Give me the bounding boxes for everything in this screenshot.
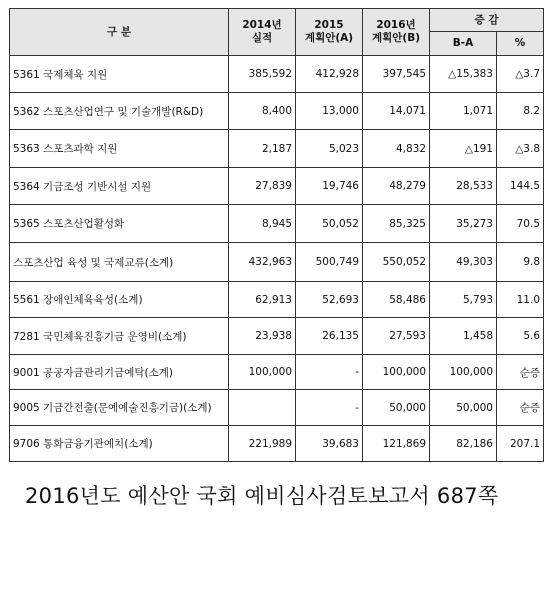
table-row [10,355,544,390]
row-name: 5364 기금조성 기반시설 지원 [10,168,229,205]
table-row [10,282,544,318]
cell-2014-actual: 62,913 [229,282,296,318]
cell-change-pct: 순증 [497,390,544,426]
row-name: 5365 스포츠산업활성화 [10,205,229,243]
cell-change-diff: 1,071 [430,93,497,130]
cell-2014-actual: 385,592 [229,56,296,93]
row-name: 9005 기금간전출(문예예술진흥기금)(소계) [10,390,229,426]
cell-2016-plan: 58,486 [363,282,430,318]
cell-2014-actual: 8,945 [229,205,296,243]
cell-2015-plan: 52,693 [296,282,363,318]
cell-2016-plan: 48,279 [363,168,430,205]
cell-2015-plan: 5,023 [296,130,363,168]
row-name: 9706 통화금융기관예치(소계) [10,426,229,462]
row-name: 5361 국제체육 지원 [10,56,229,93]
cell-2015-plan: 19,746 [296,168,363,205]
table-body [10,56,544,462]
header-2016-line1: 2016년 [376,19,416,31]
cell-2015-plan: 412,928 [296,56,363,93]
cell-change-pct: △3.8 [497,130,544,168]
cell-change-pct: △3.7 [497,56,544,93]
cell-2014-actual [229,390,296,426]
table-row [10,318,544,355]
table-row [10,168,544,205]
header-2016-line2: 계획안(B) [371,32,421,44]
table-row [10,205,544,243]
cell-2016-plan: 50,000 [363,390,430,426]
row-name: 스포츠산업 육성 및 국제교류(소계) [10,243,229,282]
cell-change-diff: 1,458 [430,318,497,355]
cell-2015-plan: - [296,355,363,390]
header-2016 [363,9,430,56]
source-caption: 2016년도 예산안 국회 예비심사검토보고서 687쪽 [25,484,499,508]
row-name: 5561 장애인체육육성(소계) [10,282,229,318]
row-name: 9001 공공자금관리기금예탁(소계) [10,355,229,390]
row-name: 7281 국민체육진흥기금 운영비(소계) [10,318,229,355]
cell-change-diff: 5,793 [430,282,497,318]
cell-change-diff: 28,533 [430,168,497,205]
header-2014-line2: 실적 [251,32,273,44]
cell-2015-plan: 50,052 [296,205,363,243]
table-row [10,56,544,93]
cell-change-pct: 순증 [497,355,544,390]
header-2014 [229,9,296,56]
cell-change-pct: 9.8 [497,243,544,282]
cell-2014-actual: 432,963 [229,243,296,282]
header-category: 구 분 [10,9,229,56]
cell-2014-actual: 27,839 [229,168,296,205]
cell-2016-plan: 100,000 [363,355,430,390]
cell-2014-actual: 23,938 [229,318,296,355]
table-row [10,390,544,426]
cell-2016-plan: 4,832 [363,130,430,168]
row-name: 5362 스포츠산업연구 및 기술개발(R&D) [10,93,229,130]
cell-change-pct: 8.2 [497,93,544,130]
cell-2016-plan: 550,052 [363,243,430,282]
cell-2016-plan: 121,869 [363,426,430,462]
cell-change-pct: 5.6 [497,318,544,355]
cell-2015-plan: - [296,390,363,426]
table-row [10,426,544,462]
cell-change-diff: △191 [430,130,497,168]
cell-change-diff: △15,383 [430,56,497,93]
cell-2016-plan: 27,593 [363,318,430,355]
row-name: 5363 스포츠과학 지원 [10,130,229,168]
cell-change-diff: 100,000 [430,355,497,390]
cell-change-diff: 82,186 [430,426,497,462]
header-change: 증 감 [430,9,544,32]
cell-change-pct: 144.5 [497,168,544,205]
cell-2014-actual: 221,989 [229,426,296,462]
cell-2015-plan: 500,749 [296,243,363,282]
table-row [10,130,544,168]
cell-change-pct: 11.0 [497,282,544,318]
cell-change-diff: 50,000 [430,390,497,426]
budget-table [9,8,544,462]
cell-2015-plan: 39,683 [296,426,363,462]
table-row [10,93,544,130]
cell-2016-plan: 397,545 [363,56,430,93]
header-2014-line1: 2014년 [242,19,282,31]
header-2015-line1: 2015 [314,19,344,31]
cell-change-pct: 70.5 [497,205,544,243]
cell-2015-plan: 13,000 [296,93,363,130]
cell-2016-plan: 85,325 [363,205,430,243]
cell-2014-actual: 100,000 [229,355,296,390]
header-2015 [296,9,363,56]
header-change-pct: % [497,32,544,56]
cell-change-pct: 207.1 [497,426,544,462]
header-change-diff: B-A [430,32,497,56]
cell-2015-plan: 26,135 [296,318,363,355]
cell-change-diff: 49,303 [430,243,497,282]
header-2015-line2: 계획안(A) [304,32,354,44]
cell-2016-plan: 14,071 [363,93,430,130]
table-header [10,9,544,56]
table-row [10,243,544,282]
cell-2014-actual: 2,187 [229,130,296,168]
cell-2014-actual: 8,400 [229,93,296,130]
cell-change-diff: 35,273 [430,205,497,243]
